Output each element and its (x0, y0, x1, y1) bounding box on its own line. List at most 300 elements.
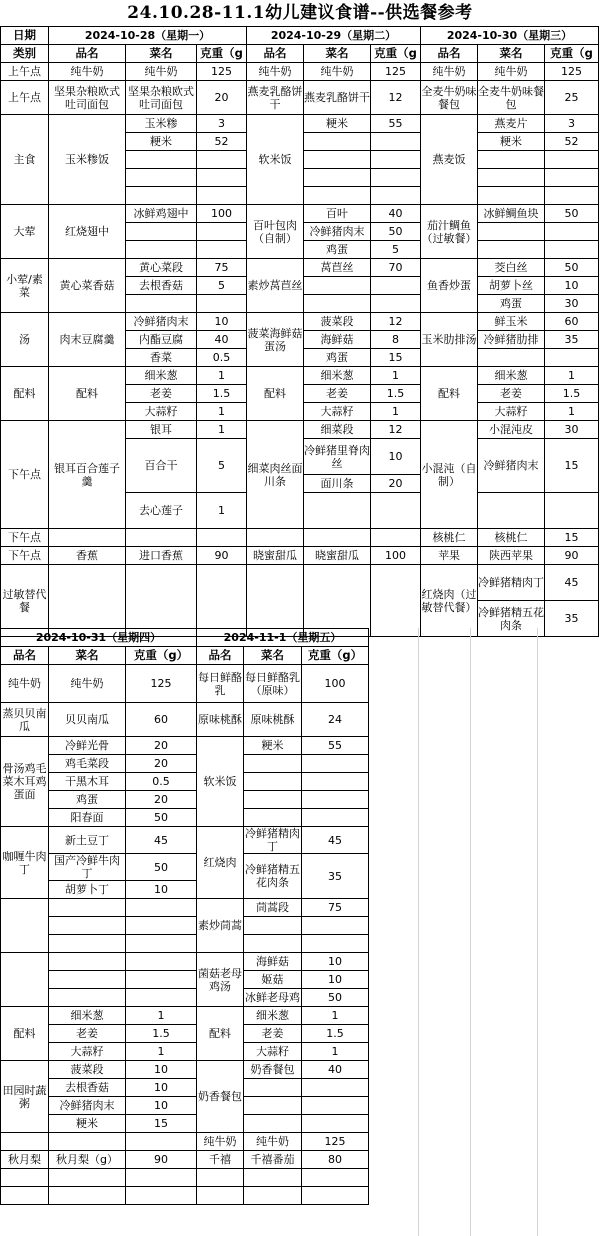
dish-name: 晓蜜甜瓜 (304, 547, 371, 565)
weight-value: 52 (197, 133, 247, 151)
empty-cell (304, 151, 371, 169)
weight-value: 125 (545, 63, 599, 81)
weight-value: 100 (197, 205, 247, 223)
grid-line (418, 628, 419, 1236)
ingredient-name (478, 349, 545, 367)
ingredient-name: 国产冷鲜牛肉丁 (49, 854, 126, 881)
empty-cell (302, 791, 369, 809)
empty-cell (197, 187, 247, 205)
weight-value: 1 (371, 403, 421, 421)
empty-cell (126, 565, 197, 637)
ingredient-name: 菠菜段 (304, 313, 371, 331)
empty-cell (304, 187, 371, 205)
dish-group-name: 骨汤鸡毛菜木耳鸡蛋面 (1, 737, 49, 827)
ingredient-name: 冰鲜老母鸡 (244, 989, 302, 1007)
empty-cell (126, 917, 197, 935)
ingredient-name: 百叶 (304, 205, 371, 223)
empty-cell (302, 917, 369, 935)
item-name: 坚果杂粮欧式吐司面包 (49, 81, 126, 115)
ingredient-name: 鸡蛋 (304, 241, 371, 259)
weight-value: 15 (545, 439, 599, 493)
ingredient-name: 冷鲜猪肉末 (126, 313, 197, 331)
empty-cell (126, 187, 197, 205)
ingredient-name (304, 277, 371, 295)
dish-group-name: 软米饭 (247, 115, 304, 205)
weight-value (371, 277, 421, 295)
weight-value (197, 241, 247, 259)
dish-name: 进口香蕉 (126, 547, 197, 565)
day-header: 2024-10-29（星期二） (247, 27, 421, 45)
empty-cell (478, 151, 545, 169)
weight-value: 1 (197, 421, 247, 439)
dish-name: 核桃仁 (478, 529, 545, 547)
empty-cell (1, 1187, 49, 1205)
empty-cell (302, 809, 369, 827)
empty-cell (302, 935, 369, 953)
empty-cell (244, 773, 302, 791)
category-label: 过敏替代餐 (1, 565, 49, 637)
dish-name (304, 529, 371, 547)
column-header: 品名 (247, 45, 304, 63)
empty-cell (49, 565, 126, 637)
weight-value (371, 295, 421, 313)
day-header: 2024-10-28（星期一） (49, 27, 247, 45)
weight-value: 12 (371, 313, 421, 331)
empty-cell (304, 493, 371, 529)
weight-value: 1.5 (371, 385, 421, 403)
weight-value: 45 (302, 827, 369, 854)
weight-value: 15 (371, 349, 421, 367)
weight-value: 12 (371, 81, 421, 115)
grid-line (537, 628, 538, 1236)
dish-name: 纯牛奶 (478, 63, 545, 81)
ingredient-name: 老姜 (478, 385, 545, 403)
ingredient-name: 细米葱 (126, 367, 197, 385)
empty-cell (126, 935, 197, 953)
weight-value: 40 (371, 205, 421, 223)
item-name: 秋月梨 (1, 1151, 49, 1169)
weight-value: 3 (545, 115, 599, 133)
empty-cell (247, 565, 304, 637)
weight-value: 50 (126, 809, 197, 827)
category-label: 汤 (1, 313, 49, 367)
weight-value (197, 529, 247, 547)
weight-value: 125 (302, 1133, 369, 1151)
ingredient-name: 香菜 (126, 349, 197, 367)
ingredient-name: 茼蒿段 (244, 899, 302, 917)
ingredient-name: 大蒜籽 (49, 1043, 126, 1061)
category-label: 上午点 (1, 63, 49, 81)
ingredient-name: 鸡毛菜段 (49, 755, 126, 773)
dish-group-name: 配料 (421, 367, 478, 421)
ingredient-name (478, 223, 545, 241)
weight-value: 75 (302, 899, 369, 917)
item-name: 香蕉 (49, 547, 126, 565)
category-label: 主食 (1, 115, 49, 205)
dish-group-name: 配料 (247, 367, 304, 421)
weight-value (545, 223, 599, 241)
empty-cell (304, 565, 371, 637)
item-name: 纯牛奶 (49, 63, 126, 81)
column-header: 菜名 (49, 647, 126, 665)
column-header: 克重（g (197, 45, 247, 63)
ingredient-name: 百合干 (126, 439, 197, 493)
weight-value: 20 (371, 475, 421, 493)
ingredient-name: 冷鲜猪肉末 (304, 223, 371, 241)
empty-cell (302, 755, 369, 773)
dish-group-name: 肉末豆腐羹 (49, 313, 126, 367)
weight-value: 1 (197, 403, 247, 421)
weight-value: 5 (197, 277, 247, 295)
ingredient-name: 面川条 (304, 475, 371, 493)
column-header: 克重（g (371, 45, 421, 63)
column-header: 菜名 (126, 45, 197, 63)
weight-value: 60 (545, 313, 599, 331)
empty-cell (49, 899, 126, 917)
weight-value: 3 (197, 115, 247, 133)
empty-cell (126, 1133, 197, 1151)
weight-value (197, 223, 247, 241)
empty-cell (371, 151, 421, 169)
empty-cell (302, 1115, 369, 1133)
item-name: 原味桃酥 (197, 703, 244, 737)
ingredient-name: 黄心菜段 (126, 259, 197, 277)
ingredient-name (126, 295, 197, 313)
category-label: 下午点 (1, 547, 49, 565)
empty-cell (49, 1169, 126, 1187)
weight-value: 0.5 (126, 773, 197, 791)
dish-name: 纯牛奶 (244, 1133, 302, 1151)
weight-value: 1 (302, 1007, 369, 1025)
weight-value: 5 (371, 241, 421, 259)
ingredient-name: 去心莲子 (126, 493, 197, 529)
column-header: 菜名 (304, 45, 371, 63)
item-name: 纯牛奶 (1, 665, 49, 703)
empty-cell (302, 1187, 369, 1205)
empty-cell (49, 917, 126, 935)
ingredient-name (126, 241, 197, 259)
ingredient-name (478, 241, 545, 259)
column-header: 品名 (1, 647, 49, 665)
weight-value: 10 (302, 971, 369, 989)
column-header: 菜名 (244, 647, 302, 665)
grid-line (470, 628, 471, 1236)
weight-value: 25 (545, 81, 599, 115)
ingredient-name: 胡萝卜丁 (49, 881, 126, 899)
ingredient-name: 粳米 (49, 1115, 126, 1133)
empty-cell (49, 935, 126, 953)
empty-cell (49, 953, 126, 971)
weight-value: 15 (126, 1115, 197, 1133)
empty-cell (371, 493, 421, 529)
dish-group-name: 小混沌（自制） (421, 421, 478, 529)
weight-value: 10 (126, 1097, 197, 1115)
empty-cell (126, 151, 197, 169)
weight-value: 24 (302, 703, 369, 737)
weight-value (545, 241, 599, 259)
dish-group-name: 田园时蔬粥 (1, 1061, 49, 1133)
empty-cell (371, 565, 421, 637)
category-label: 下午点 (1, 421, 49, 529)
weight-value: 40 (197, 331, 247, 349)
weight-value: 35 (545, 601, 599, 637)
ingredient-name: 内酯豆腐 (126, 331, 197, 349)
weight-value: 100 (371, 547, 421, 565)
ingredient-name: 莴苣丝 (304, 259, 371, 277)
item-name (247, 529, 304, 547)
dish-group-name: 菌菇老母鸡汤 (197, 953, 244, 1007)
ingredient-name: 干黑木耳 (49, 773, 126, 791)
weight-value: 125 (197, 63, 247, 81)
ingredient-name: 粳米 (244, 737, 302, 755)
empty-cell (49, 989, 126, 1007)
dish-group-name: 软米饭 (197, 737, 244, 827)
weight-value (545, 349, 599, 367)
weight-value: 70 (371, 259, 421, 277)
dish-name: 贝贝南瓜 (49, 703, 126, 737)
weight-value: 50 (126, 854, 197, 881)
empty-cell (1, 899, 49, 953)
dish-group-name: 配料 (197, 1007, 244, 1061)
ingredient-name: 细米葱 (304, 367, 371, 385)
weight-value: 1 (545, 403, 599, 421)
column-header: 品名 (197, 647, 244, 665)
weight-value: 15 (545, 529, 599, 547)
weight-value: 1.5 (126, 1025, 197, 1043)
empty-cell (126, 169, 197, 187)
weight-value: 45 (126, 827, 197, 854)
empty-cell (371, 187, 421, 205)
column-header: 品名 (49, 45, 126, 63)
ingredient-name: 冷鲜猪精五花肉条 (244, 854, 302, 899)
empty-cell (478, 169, 545, 187)
ingredient-name: 粳米 (304, 115, 371, 133)
dish-group-name: 奶香餐包 (197, 1061, 244, 1133)
empty-cell (244, 791, 302, 809)
category-label: 小荤/素菜 (1, 259, 49, 313)
column-header: 克重（g） (126, 647, 197, 665)
weight-value: 90 (197, 547, 247, 565)
empty-cell (478, 187, 545, 205)
ingredient-name: 细米葱 (244, 1007, 302, 1025)
weight-value: 125 (371, 63, 421, 81)
empty-cell (1, 1133, 49, 1151)
weight-value: 52 (545, 133, 599, 151)
ingredient-name: 小混沌皮 (478, 421, 545, 439)
empty-cell (244, 809, 302, 827)
empty-cell (197, 1169, 244, 1187)
ingredient-name: 冷鲜光骨 (49, 737, 126, 755)
item-name: 核桃仁 (421, 529, 478, 547)
empty-cell (126, 989, 197, 1007)
weight-value: 10 (545, 277, 599, 295)
weight-value: 50 (302, 989, 369, 1007)
weight-value: 75 (197, 259, 247, 277)
dish-group-name: 红烧肉 (197, 827, 244, 899)
empty-cell (126, 1169, 197, 1187)
dish-group-name: 茄汁鲷鱼（过敏餐） (421, 205, 478, 259)
dish-group-name: 咖喱牛肉丁 (1, 827, 49, 899)
weight-value: 60 (126, 703, 197, 737)
empty-cell (126, 971, 197, 989)
item-name: 燕麦乳酪饼干 (247, 81, 304, 115)
weight-value: 10 (126, 1079, 197, 1097)
weight-value: 20 (197, 81, 247, 115)
weight-value: 10 (371, 439, 421, 475)
weight-value: 1.5 (197, 385, 247, 403)
weight-value: 1 (545, 367, 599, 385)
weight-value: 35 (302, 854, 369, 899)
day-header: 2024-10-30（星期三） (421, 27, 599, 45)
ingredient-name: 海鲜菇 (304, 331, 371, 349)
empty-cell (197, 565, 247, 637)
dish-group-name: 红烧肉（过敏替代餐） (421, 565, 478, 637)
menu-table-thu-fri (0, 628, 369, 1205)
dish-group-name: 玉米肋排汤 (421, 313, 478, 367)
ingredient-name: 奶香餐包 (244, 1061, 302, 1079)
empty-cell (545, 187, 599, 205)
ingredient-name: 大蒜籽 (244, 1043, 302, 1061)
menu-table-mon-wed (0, 26, 599, 637)
weight-value: 20 (126, 737, 197, 755)
dish-name: 纯牛奶 (304, 63, 371, 81)
weight-value: 12 (371, 421, 421, 439)
dish-group-name: 黄心菜香菇 (49, 259, 126, 313)
dish-name: 陕西苹果 (478, 547, 545, 565)
dish-group-name: 燕麦饭 (421, 115, 478, 205)
empty-cell (244, 1079, 302, 1097)
ingredient-name: 冷鲜猪肉末 (49, 1097, 126, 1115)
ingredient-name: 老姜 (49, 1025, 126, 1043)
weight-value: 30 (545, 295, 599, 313)
item-name: 每日鲜酪乳 (197, 665, 244, 703)
ingredient-name: 老姜 (304, 385, 371, 403)
column-header: 品名 (421, 45, 478, 63)
weight-value: 10 (302, 953, 369, 971)
date-header: 日期 (1, 27, 49, 45)
ingredient-name: 老姜 (244, 1025, 302, 1043)
ingredient-name: 粳米 (478, 133, 545, 151)
ingredient-name: 大蒜籽 (478, 403, 545, 421)
empty-cell (304, 169, 371, 187)
weight-value: 10 (126, 881, 197, 899)
day-header: 2024-11-1（星期五） (197, 629, 369, 647)
ingredient-name: 大蒜籽 (126, 403, 197, 421)
empty-cell (545, 493, 599, 529)
weight-value: 1 (302, 1043, 369, 1061)
ingredient-name: 细米葱 (478, 367, 545, 385)
weight-value: 80 (302, 1151, 369, 1169)
empty-cell (371, 169, 421, 187)
ingredient-name: 冷鲜猪精五花肉条 (478, 601, 545, 637)
category-label: 配料 (1, 367, 49, 421)
dish-group-name: 银耳百合莲子羹 (49, 421, 126, 529)
ingredient-name: 大蒜籽 (304, 403, 371, 421)
empty-cell (244, 935, 302, 953)
weight-value: 20 (126, 791, 197, 809)
empty-cell (244, 1097, 302, 1115)
empty-cell (197, 151, 247, 169)
weight-value (371, 133, 421, 151)
page-title: 24.10.28-11.1幼儿建议食谱--供选餐参考 (127, 3, 473, 23)
ingredient-name: 细米葱 (49, 1007, 126, 1025)
dish-group-name: 素炒莴苣丝 (247, 259, 304, 313)
empty-cell (126, 1187, 197, 1205)
category-label: 下午点 (1, 529, 49, 547)
dish-group-name: 鱼香炒蛋 (421, 259, 478, 313)
empty-cell (302, 1079, 369, 1097)
weight-value: 50 (545, 205, 599, 223)
item-name: 全麦牛奶味餐包 (421, 81, 478, 115)
dish-name: 千禧番茄 (244, 1151, 302, 1169)
empty-cell (126, 899, 197, 917)
dish-name: 全麦牛奶味餐包 (478, 81, 545, 115)
dish-name: 每日鲜酪乳（原味） (244, 665, 302, 703)
item-name: 千禧 (197, 1151, 244, 1169)
item-name: 纯牛奶 (247, 63, 304, 81)
ingredient-name: 冰鲜鲷鱼块 (478, 205, 545, 223)
ingredient-name: 细菜段 (304, 421, 371, 439)
empty-cell (49, 971, 126, 989)
dish-name: 秋月梨（g） (49, 1151, 126, 1169)
ingredient-name: 燕麦片 (478, 115, 545, 133)
ingredient-name: 鸡蛋 (304, 349, 371, 367)
empty-cell (1, 1169, 49, 1187)
ingredient-name (304, 295, 371, 313)
item-name: 晓蜜甜瓜 (247, 547, 304, 565)
column-header: 克重（g） (302, 647, 369, 665)
empty-cell (478, 493, 545, 529)
empty-cell (244, 917, 302, 935)
weight-value: 1 (197, 493, 247, 529)
empty-cell (197, 169, 247, 187)
dish-name: 燕麦乳酪饼干 (304, 81, 371, 115)
weight-value: 100 (302, 665, 369, 703)
weight-value (197, 295, 247, 313)
dish-group-name: 红烧翅中 (49, 205, 126, 259)
ingredient-name: 冷鲜猪精肉丁 (478, 565, 545, 601)
weight-value: 50 (545, 259, 599, 277)
ingredient-name: 冷鲜猪里脊肉丝 (304, 439, 371, 475)
item-name: 苹果 (421, 547, 478, 565)
empty-cell (126, 953, 197, 971)
ingredient-name (304, 133, 371, 151)
weight-value: 90 (126, 1151, 197, 1169)
weight-value: 125 (126, 665, 197, 703)
ingredient-name: 冰鲜鸡翅中 (126, 205, 197, 223)
ingredient-name: 姬菇 (244, 971, 302, 989)
weight-value: 8 (371, 331, 421, 349)
column-header: 克重（g (545, 45, 599, 63)
dish-name: 坚果杂粮欧式吐司面包 (126, 81, 197, 115)
dish-name: 纯牛奶 (126, 63, 197, 81)
weight-value: 30 (545, 421, 599, 439)
weight-value: 90 (545, 547, 599, 565)
dish-group-name: 玉米糁饭 (49, 115, 126, 205)
dish-group-name: 配料 (49, 367, 126, 421)
weight-value: 1.5 (545, 385, 599, 403)
empty-cell (49, 1187, 126, 1205)
ingredient-name: 去根香菇 (126, 277, 197, 295)
empty-cell (545, 151, 599, 169)
empty-cell (244, 755, 302, 773)
ingredient-name: 海鲜菇 (244, 953, 302, 971)
weight-value: 0.5 (197, 349, 247, 367)
empty-cell (244, 1169, 302, 1187)
ingredient-name: 银耳 (126, 421, 197, 439)
weight-value: 1 (126, 1007, 197, 1025)
item-name: 纯牛奶 (421, 63, 478, 81)
